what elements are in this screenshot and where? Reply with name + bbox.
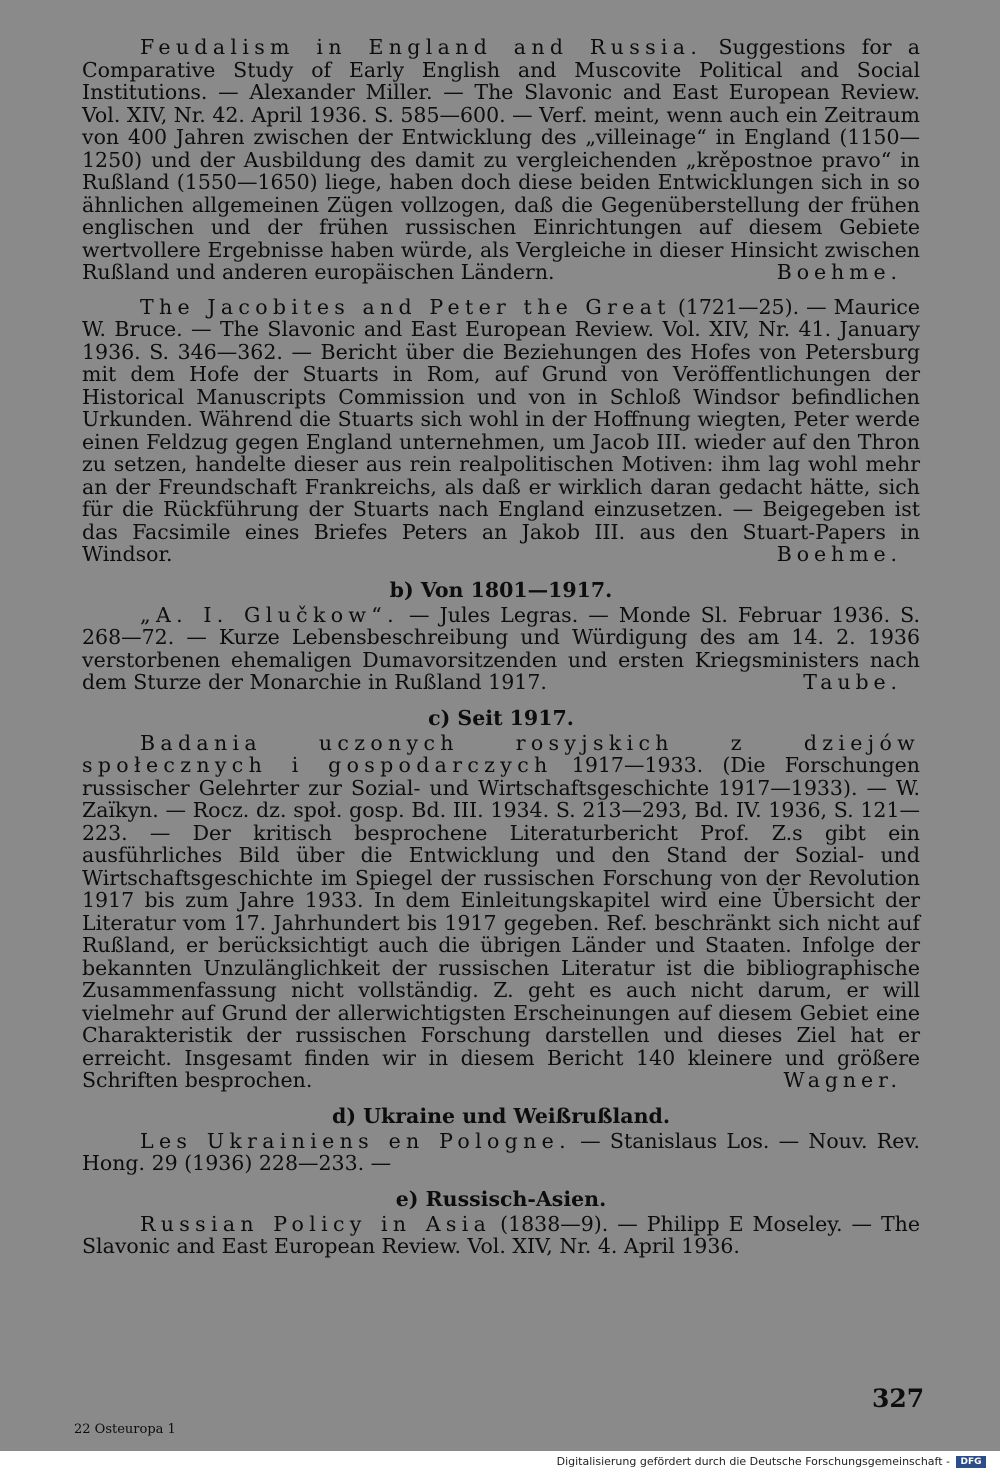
reviewer-signature: Boehme. bbox=[776, 260, 902, 284]
entry-body: 1917—1933. (Die Forschungen russischer Gelehrter zur Sozial- und Wirtschaftsgeschichte 1917—1933). — W. Zaïkyn. — Rocz. dz. społ. gosp. Bd. III. 1934. S. 213—293, Bd. IV. 1936, S. 121—223. — Der kritisch besprochene Literaturbericht Prof. Z.s gibt ein ausführliches Bild über die Entwicklung und den Stand der Sozial- und Wirtschaftsgeschichte im Spiegel der russischen Forschung von der Revolution 1917 bis zum Jahre 1933. In dem Einleitungskapitel wird eine Übersicht der Literatur vom 17. Jahrhundert bis 1917 gegeben. Ref. beschränkt sich nicht auf Rußland, er berücksichtigt auch die übrigen Länder und Staaten. Infolge der bekannten Unzulänglichkeit der russischen Literatur ist die bibliographische Zusammenfassung nicht vollständig. Z. geht es auch nicht darum, er will vielmehr auf Grund der allerwichtigsten Erscheinungen auf diesem Gebiet eine Charakteristik der russischen Forschung darstellen und dieses Ziel hat er erreicht. Insgesamt finden wir in diesem Bericht 140 kleinere und größere Schriften besprochen. bbox=[82, 753, 921, 1092]
section-heading-b: b) Von 1801—1917. bbox=[389, 577, 613, 602]
reviewer-signature: Boehme. bbox=[776, 542, 902, 566]
sheet-signature: 22 Osteuropa 1 bbox=[74, 1422, 176, 1437]
entry-russian-policy bbox=[82, 1213, 920, 1258]
footer-bar bbox=[0, 1451, 1000, 1473]
section-heading-c: c) Seit 1917. bbox=[428, 705, 574, 730]
section-heading-d: d) Ukraine und Weißrußland. bbox=[332, 1103, 670, 1128]
entry-body: — Stanislaus Los. — Nouv. Rev. Hong. 29 (1936) 228—233. — bbox=[82, 1128, 920, 1175]
entry-title: „A. I. Glučkow“. bbox=[140, 602, 399, 627]
reviewer-signature: Taube. bbox=[803, 670, 902, 694]
entry-title: The Jacobites and Peter the Great bbox=[140, 294, 671, 319]
entry-badania bbox=[82, 732, 920, 1092]
entry-title: Badania uczonych rosyjskich z dziejów społecznych i gospodarczych bbox=[82, 730, 920, 777]
page-number: 327 bbox=[872, 1384, 925, 1413]
section-heading-e: e) Russisch-Asien. bbox=[395, 1186, 607, 1211]
entry-feudalism bbox=[82, 36, 920, 284]
entry-ukrainiens bbox=[82, 1130, 920, 1175]
dfg-logo-icon: DFG bbox=[956, 1456, 986, 1468]
entry-jacobites bbox=[82, 296, 920, 566]
footer-credit: Digitalisierung gefördert durch die Deutsche Forschungsgemeinschaft - bbox=[556, 1455, 950, 1468]
entry-title: Feudalism in England and Russia. bbox=[140, 35, 703, 59]
entry-title: Russian Policy in Asia bbox=[140, 1211, 492, 1236]
page-content bbox=[82, 36, 920, 1258]
entry-title: Les Ukrainiens en Pologne. bbox=[140, 1128, 571, 1153]
entry-gluckow bbox=[82, 604, 920, 694]
reviewer-signature: Wagner. bbox=[783, 1068, 902, 1092]
entry-body: Suggestions for a Comparative Study of Early English and Muscovite Political and Social Institutions. — Alexander Miller. — The Slavonic and East European Review. Vol. XIV, Nr. 42. April 1936. S. 585—600. — Verf. meint, wenn auch ein Zeitraum von 400 Jahren zwischen der Entwicklung des „villeinage“ in England (1150—1250) und der Ausbildung des damit zu vergleichenden „krěpostnoe pravo“ in Rußland (1550—1650) liege, haben doch diese beiden Entwicklungen sich in so ähnlichen allgemeinen Zügen vollzogen, daß die Gegenüberstellung der frühen englischen und der frühen russischen Einrichtungen auf diesem Gebiete wertvollere Ergebnisse haben würde, als Vergleiche in dieser Hinsicht zwischen Rußland und anderen europäischen Ländern. bbox=[82, 35, 920, 284]
entry-body: (1838—9). — Philipp E Moseley. — The Slavonic and East European Review. Vol. XIV, Nr. 4. April 1936. bbox=[82, 1211, 920, 1258]
entry-body: — Jules Legras. — Monde Sl. Februar 1936. S. 268—72. — Kurze Lebensbeschreibung und Würdigung des am 14. 2. 1936 verstorbenen ehemaligen Dumavorsitzenden und ersten Kriegsministers nach dem Sturze der Monarchie in Rußland 1917. bbox=[82, 602, 920, 694]
entry-body: (1721—25). — Maurice W. Bruce. — The Slavonic and East European Review. Vol. XIV, Nr. 41. January 1936. S. 346—362. — Bericht über die Beziehungen des Hofes von Petersburg mit dem Hofe der Stuarts in Rom, auf Grund von Veröffentlichungen der Historical Manuscripts Commission und von in Schloß Windsor befindlichen Urkunden. Während die Stuarts sich wohl in der Hoffnung wiegten, Peter werde einen Feldzug gegen England unternehmen, um Jacob III. wieder auf den Thron zu setzen, handelte dieser aus rein realpolitischen Motiven: ihm lag wohl mehr an der Freundschaft Frankreichs, als daß er wirklich daran gedacht hätte, sich für die Rückführung der Stuarts nach England einzusetzen. — Beigegeben ist das Facsimile eines Briefes Peters an Jakob III. aus den Stuart-Papers in Windsor. bbox=[82, 294, 921, 566]
